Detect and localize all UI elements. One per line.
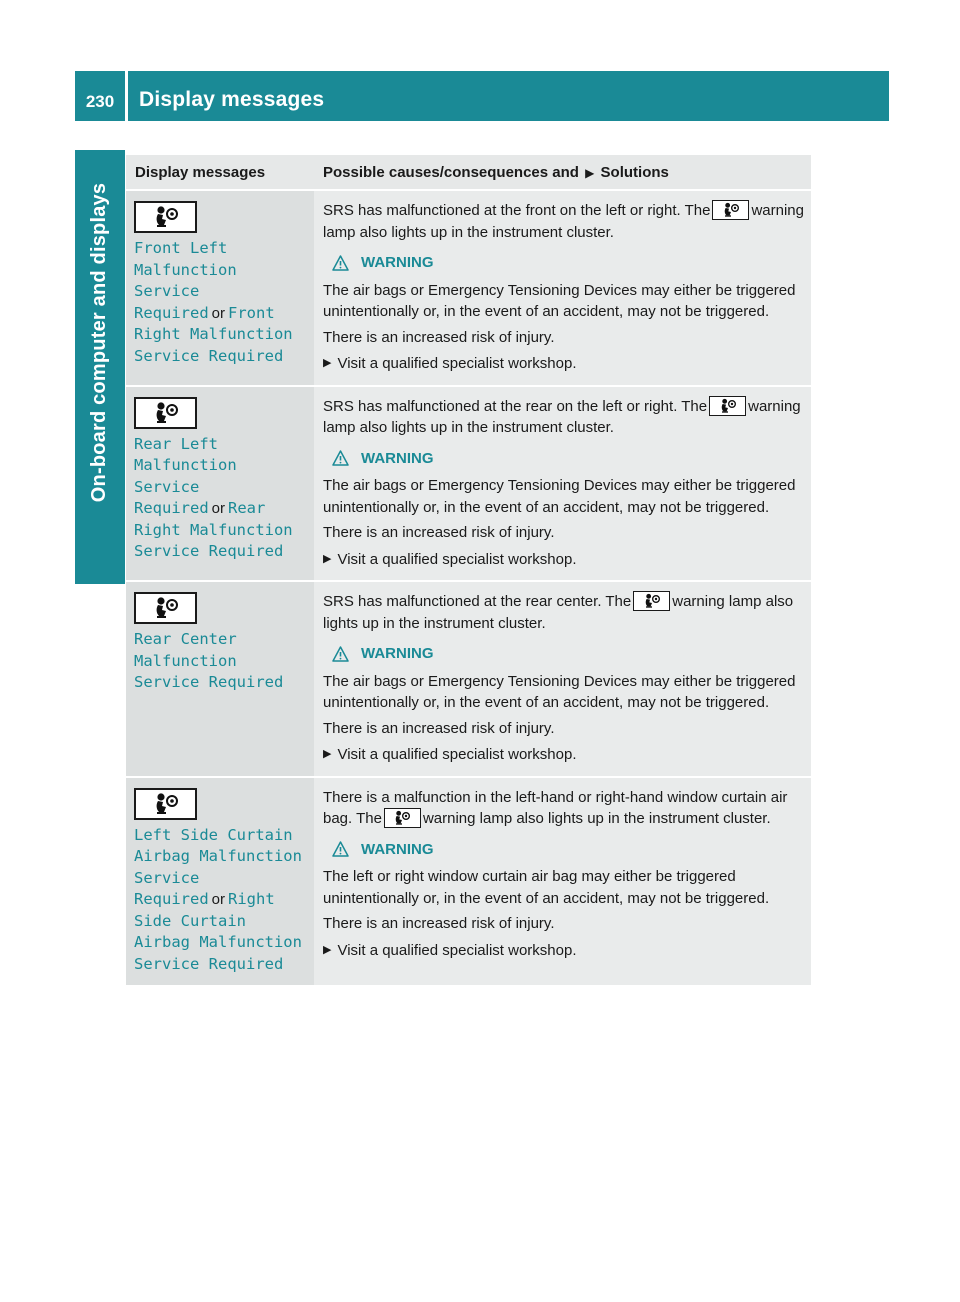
cause-text-after: warning lamp also lights up in the instrument cluster.: [323, 202, 804, 241]
solution-arrow-icon: ▶: [323, 748, 332, 760]
warning-heading: [332, 643, 805, 665]
causes-solutions-cell: [314, 777, 811, 987]
causes-solutions-cell: [314, 386, 811, 582]
solution-step: [323, 549, 805, 571]
airbag-warning-icon: [134, 201, 197, 233]
header-causes-text: Possible causes/consequences and: [323, 163, 579, 181]
solution-arrow-icon: ▶: [323, 943, 332, 956]
warning-triangle-icon: [332, 841, 361, 857]
table-row: [126, 190, 811, 386]
warning-text: The air bags or Emergency Tensioning Devices may either be triggered unintentionally or, in the event of an accident, may not be triggered.: [323, 672, 796, 711]
display-message-part: Left Side Curtain Airbag Malfunction Service Required: [134, 825, 302, 908]
display-message-cell: [126, 190, 314, 386]
solution-text: Visit a qualified specialist workshop.: [337, 746, 577, 763]
header-solutions-text: Solutions: [600, 163, 669, 181]
warning-text: The left or right window curtain air bag may either be triggered unintentionally or, in the event of an accident, may not be triggered.: [323, 868, 770, 907]
solution-arrow-icon: ▶: [323, 552, 332, 565]
message-or-connector: or: [211, 891, 225, 908]
warning-heading: [332, 839, 805, 861]
airbag-warning-icon: [384, 808, 421, 828]
warning-label: WARNING: [361, 840, 434, 858]
warning-label: WARNING: [361, 645, 434, 662]
cause-text-after: warning lamp also lights up in the instrument cluster.: [323, 593, 794, 632]
display-messages-table: [126, 155, 811, 987]
cause-text-before: SRS has malfunctioned at the rear center. The: [323, 593, 632, 610]
cause-text-after: warning lamp also lights up in the instrument cluster.: [422, 810, 771, 827]
solution-arrow-icon: ▶: [585, 165, 595, 180]
risk-text: There is an increased risk of injury.: [323, 719, 555, 737]
airbag-warning-icon: [709, 396, 746, 416]
airbag-warning-icon: [134, 397, 197, 429]
solution-step: [323, 940, 805, 962]
display-message-text: [134, 238, 306, 367]
table-row: [126, 581, 811, 777]
cause-text: [323, 396, 805, 439]
causes-solutions-cell: [314, 581, 811, 777]
display-message-cell: [126, 386, 314, 582]
warning-label: WARNING: [361, 254, 434, 271]
warning-triangle-icon: [332, 450, 361, 466]
airbag-warning-icon: [712, 200, 749, 220]
display-message-part: Front Right Malfunction Service Required: [134, 303, 293, 365]
warning-text: The air bags or Emergency Tensioning Devices may either be triggered unintentionally or, in the event of an accident, may not be triggered.: [323, 477, 796, 516]
solution-step: [323, 353, 805, 375]
header-causes-solutions: [314, 155, 811, 190]
page-title: Display messages: [139, 88, 325, 111]
warning-text: The air bags or Emergency Tensioning Devices may either be triggered unintentionally or, in the event of an accident, may not be triggered.: [323, 281, 796, 320]
display-message-text: [134, 825, 306, 976]
risk-text: There is an increased risk of injury.: [323, 328, 555, 346]
table-row: [126, 386, 811, 582]
risk-text: There is an increased risk of injury.: [323, 524, 555, 541]
risk-text: There is an increased risk of injury.: [323, 915, 555, 932]
airbag-warning-icon: [134, 788, 197, 820]
airbag-warning-icon: [134, 592, 197, 624]
display-message-text: [134, 434, 306, 563]
display-message-part: Right Side Curtain Airbag Malfunction Service Required: [134, 890, 302, 973]
message-or-connector: or: [211, 304, 225, 322]
table-header-row: [126, 155, 811, 190]
cause-text-before: SRS has malfunctioned at the front on the left or right. The: [323, 202, 711, 219]
solution-arrow-icon: ▶: [323, 357, 332, 369]
side-tab-label-wrap: [75, 150, 125, 534]
causes-solutions-cell: [314, 190, 811, 386]
display-message-part: Rear Left Malfunction Service Required: [134, 434, 237, 517]
cause-text: [323, 591, 805, 634]
cause-text: [323, 787, 805, 830]
solution-text: Visit a qualified specialist workshop.: [337, 355, 577, 372]
warning-triangle-icon: [332, 255, 361, 271]
warning-label: WARNING: [361, 449, 434, 467]
warning-heading: [332, 252, 805, 274]
solution-step: [323, 744, 805, 766]
display-message-part: Rear Right Malfunction Service Required: [134, 499, 293, 560]
airbag-warning-icon: [633, 591, 670, 611]
solution-text: Visit a qualified specialist workshop.: [337, 941, 577, 959]
warning-triangle-icon: [332, 646, 361, 662]
message-or-connector: or: [211, 500, 225, 517]
cause-text-before: There is a malfunction in the left-hand or right-hand window curtain air bag. The: [323, 788, 788, 827]
cause-text-before: SRS has malfunctioned at the rear on the left or right. The: [323, 397, 708, 415]
table-row: [126, 777, 811, 987]
header-divider: [125, 71, 128, 121]
display-message-cell: [126, 581, 314, 777]
header-display-messages: Display messages: [126, 155, 314, 190]
cause-text: [323, 200, 805, 243]
solution-text: Visit a qualified specialist workshop.: [337, 550, 577, 568]
side-tab-label: On-board computer and displays: [88, 182, 111, 502]
display-message-part: Front Left Malfunction Service Required: [134, 239, 237, 322]
page-number: 230: [85, 92, 115, 111]
cause-text-after: warning lamp also lights up in the instrument cluster.: [323, 397, 801, 436]
display-message-text: [134, 629, 306, 694]
display-message-cell: [126, 777, 314, 987]
display-message-part: Rear Center Malfunction Service Required: [134, 630, 284, 691]
warning-heading: [332, 448, 805, 470]
